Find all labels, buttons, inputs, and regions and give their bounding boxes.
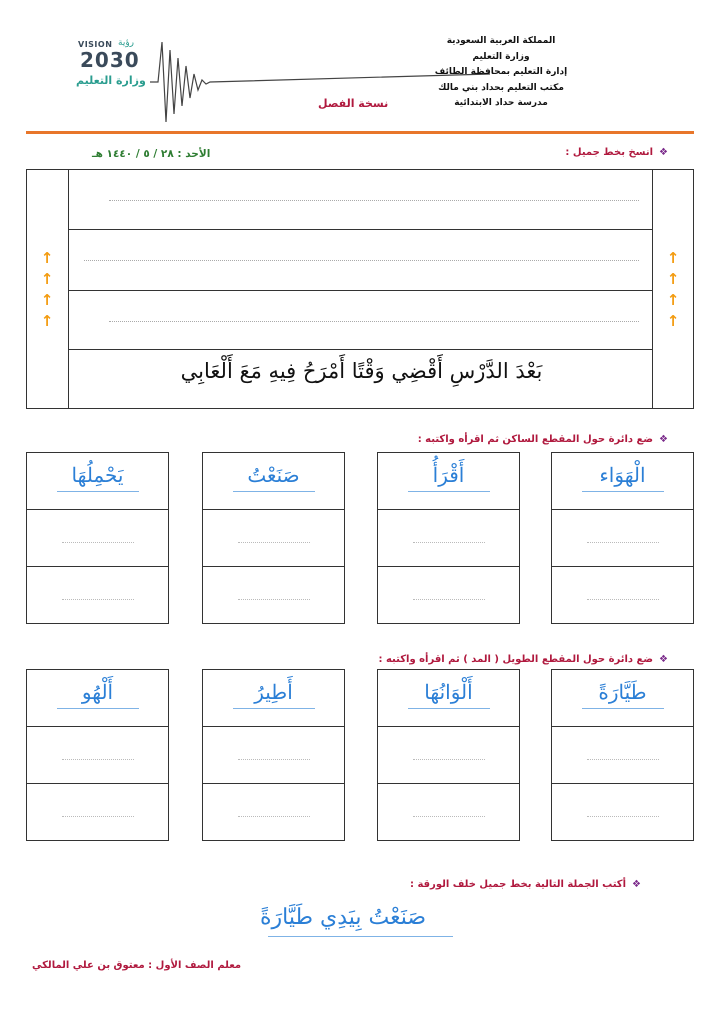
dotted-guide xyxy=(587,542,659,543)
left-arrows xyxy=(27,248,67,332)
word-underline xyxy=(233,491,315,492)
up-arrow-icon: ↑ xyxy=(666,249,680,267)
diamond-bullet-icon: ❖ xyxy=(659,147,668,158)
logo-year-text: 2030 xyxy=(80,48,140,72)
word-underline xyxy=(582,491,664,492)
writing-cell[interactable] xyxy=(27,509,168,566)
logo-ministry-text: وزارة التعليم xyxy=(76,74,146,87)
ministry-line: وزارة التعليم xyxy=(472,51,530,62)
final-sentence-underline xyxy=(268,936,453,937)
word-cell xyxy=(378,670,519,726)
dotted-guide xyxy=(62,816,134,817)
writing-cell[interactable] xyxy=(203,783,344,840)
word-cell xyxy=(27,670,168,726)
final-sentence: صَنَعْتُ بِيَدِي طَيَّارَةً xyxy=(260,905,427,930)
writing-cell[interactable] xyxy=(552,566,693,623)
dotted-guide xyxy=(238,816,310,817)
section1-title xyxy=(565,147,668,158)
word-card xyxy=(26,452,169,624)
row-divider xyxy=(69,290,652,291)
word-text: أَقْرَأُ xyxy=(432,463,465,487)
writing-cell[interactable] xyxy=(203,726,344,783)
up-arrow-icon: ↑ xyxy=(40,249,54,267)
writing-cell[interactable] xyxy=(378,783,519,840)
ministry-line: المملكة العربية السعودية xyxy=(446,36,556,46)
up-arrow-icon: ↑ xyxy=(666,291,680,309)
section4-title xyxy=(410,879,641,890)
word-card xyxy=(551,669,694,841)
ministry-header xyxy=(381,34,621,112)
word-card xyxy=(202,452,345,624)
logo-vision-text: VISION xyxy=(78,40,113,49)
writing-cell[interactable] xyxy=(27,783,168,840)
teacher-name: معلم الصف الأول : معتوق بن علي المالكي xyxy=(32,960,242,971)
dotted-guide xyxy=(238,599,310,600)
section2-title xyxy=(418,434,668,445)
writing-cell[interactable] xyxy=(378,566,519,623)
writing-cell[interactable] xyxy=(27,566,168,623)
word-text: أَلْهُو xyxy=(81,680,114,704)
up-arrow-icon: ↑ xyxy=(40,312,54,330)
handwriting-box xyxy=(26,169,694,409)
section4-title-text: أكتب الجملة التالية بخط جميل خلف الورقة : xyxy=(409,879,627,890)
writing-cell[interactable] xyxy=(27,726,168,783)
word-cell xyxy=(552,453,693,509)
word-cell xyxy=(203,670,344,726)
word-underline xyxy=(57,708,139,709)
diamond-bullet-icon: ❖ xyxy=(659,434,668,445)
dotted-guide xyxy=(413,599,485,600)
dotted-guide xyxy=(62,542,134,543)
writing-cell[interactable] xyxy=(378,509,519,566)
word-text: أَلْوَانُهَا xyxy=(424,680,473,704)
writing-cell[interactable] xyxy=(552,783,693,840)
word-text: الْهَوَاء xyxy=(599,463,646,487)
dotted-guide xyxy=(84,260,639,261)
word-cell xyxy=(27,453,168,509)
word-card xyxy=(26,669,169,841)
word-text: طَيَّارَةً xyxy=(598,680,647,704)
section3-title xyxy=(379,654,669,665)
section3-title-text: ضع دائرة حول المقطع الطويل ( المد ) ثم اقرأه واكتبه : xyxy=(378,654,654,665)
writing-cell[interactable] xyxy=(552,726,693,783)
ministry-line: مدرسة حداد الابتدائية xyxy=(454,98,548,108)
dotted-guide xyxy=(587,816,659,817)
dotted-guide xyxy=(413,759,485,760)
word-text: يَحْمِلُهَا xyxy=(71,463,124,487)
ministry-line: مكتب التعليم بحداد بني مالك xyxy=(438,82,564,93)
writing-cell[interactable] xyxy=(203,509,344,566)
word-underline xyxy=(582,708,664,709)
writing-cell[interactable] xyxy=(203,566,344,623)
word-underline xyxy=(233,708,315,709)
word-card xyxy=(551,452,694,624)
dotted-guide xyxy=(587,759,659,760)
word-text: صَنَعْتُ xyxy=(247,463,300,487)
writing-cell[interactable] xyxy=(552,509,693,566)
section1-title-text: انسخ بخط جميل : xyxy=(565,147,654,158)
header-divider xyxy=(26,131,694,134)
row-divider xyxy=(69,349,652,350)
dotted-guide xyxy=(62,759,134,760)
handwriting-lines xyxy=(68,169,653,409)
section2-title-text: ضع دائرة حول المقطع الساكن ثم اقرأه واكتبه : xyxy=(417,434,654,445)
word-cell xyxy=(378,453,519,509)
up-arrow-icon: ↑ xyxy=(40,291,54,309)
diamond-bullet-icon: ❖ xyxy=(632,879,641,890)
up-arrow-icon: ↑ xyxy=(666,270,680,288)
word-card xyxy=(377,669,520,841)
dotted-guide xyxy=(109,200,639,201)
logo-ru-text: رؤية xyxy=(118,38,135,48)
word-card xyxy=(377,452,520,624)
ministry-line: إدارة التعليم بمحافظة الطائف xyxy=(434,67,568,77)
word-underline xyxy=(408,708,490,709)
word-cell xyxy=(552,670,693,726)
dotted-guide xyxy=(62,599,134,600)
word-underline xyxy=(57,491,139,492)
writing-cell[interactable] xyxy=(378,726,519,783)
word-text: أَطِيرُ xyxy=(254,680,293,704)
dotted-guide xyxy=(413,816,485,817)
dotted-guide xyxy=(109,321,639,322)
dotted-guide xyxy=(238,542,310,543)
diamond-bullet-icon: ❖ xyxy=(659,654,668,665)
up-arrow-icon: ↑ xyxy=(40,270,54,288)
dotted-guide xyxy=(413,542,485,543)
date-line: الأحد : ٢٨ / ٥ / ١٤٤٠ هـ xyxy=(92,148,211,160)
word-cell xyxy=(203,453,344,509)
row-divider xyxy=(69,229,652,230)
word-card xyxy=(202,669,345,841)
dotted-guide xyxy=(238,759,310,760)
dotted-guide xyxy=(587,599,659,600)
class-copy-label: نسخة الفصل xyxy=(318,97,389,110)
word-underline xyxy=(408,491,490,492)
right-arrows xyxy=(653,248,693,332)
up-arrow-icon: ↑ xyxy=(666,312,680,330)
model-sentence: بَعْدَ الدَّرْسِ أَقْضِي وَقْتًا أَمْرَحُ فِيهِ مَعَ أَلْعَابِي xyxy=(180,359,543,383)
